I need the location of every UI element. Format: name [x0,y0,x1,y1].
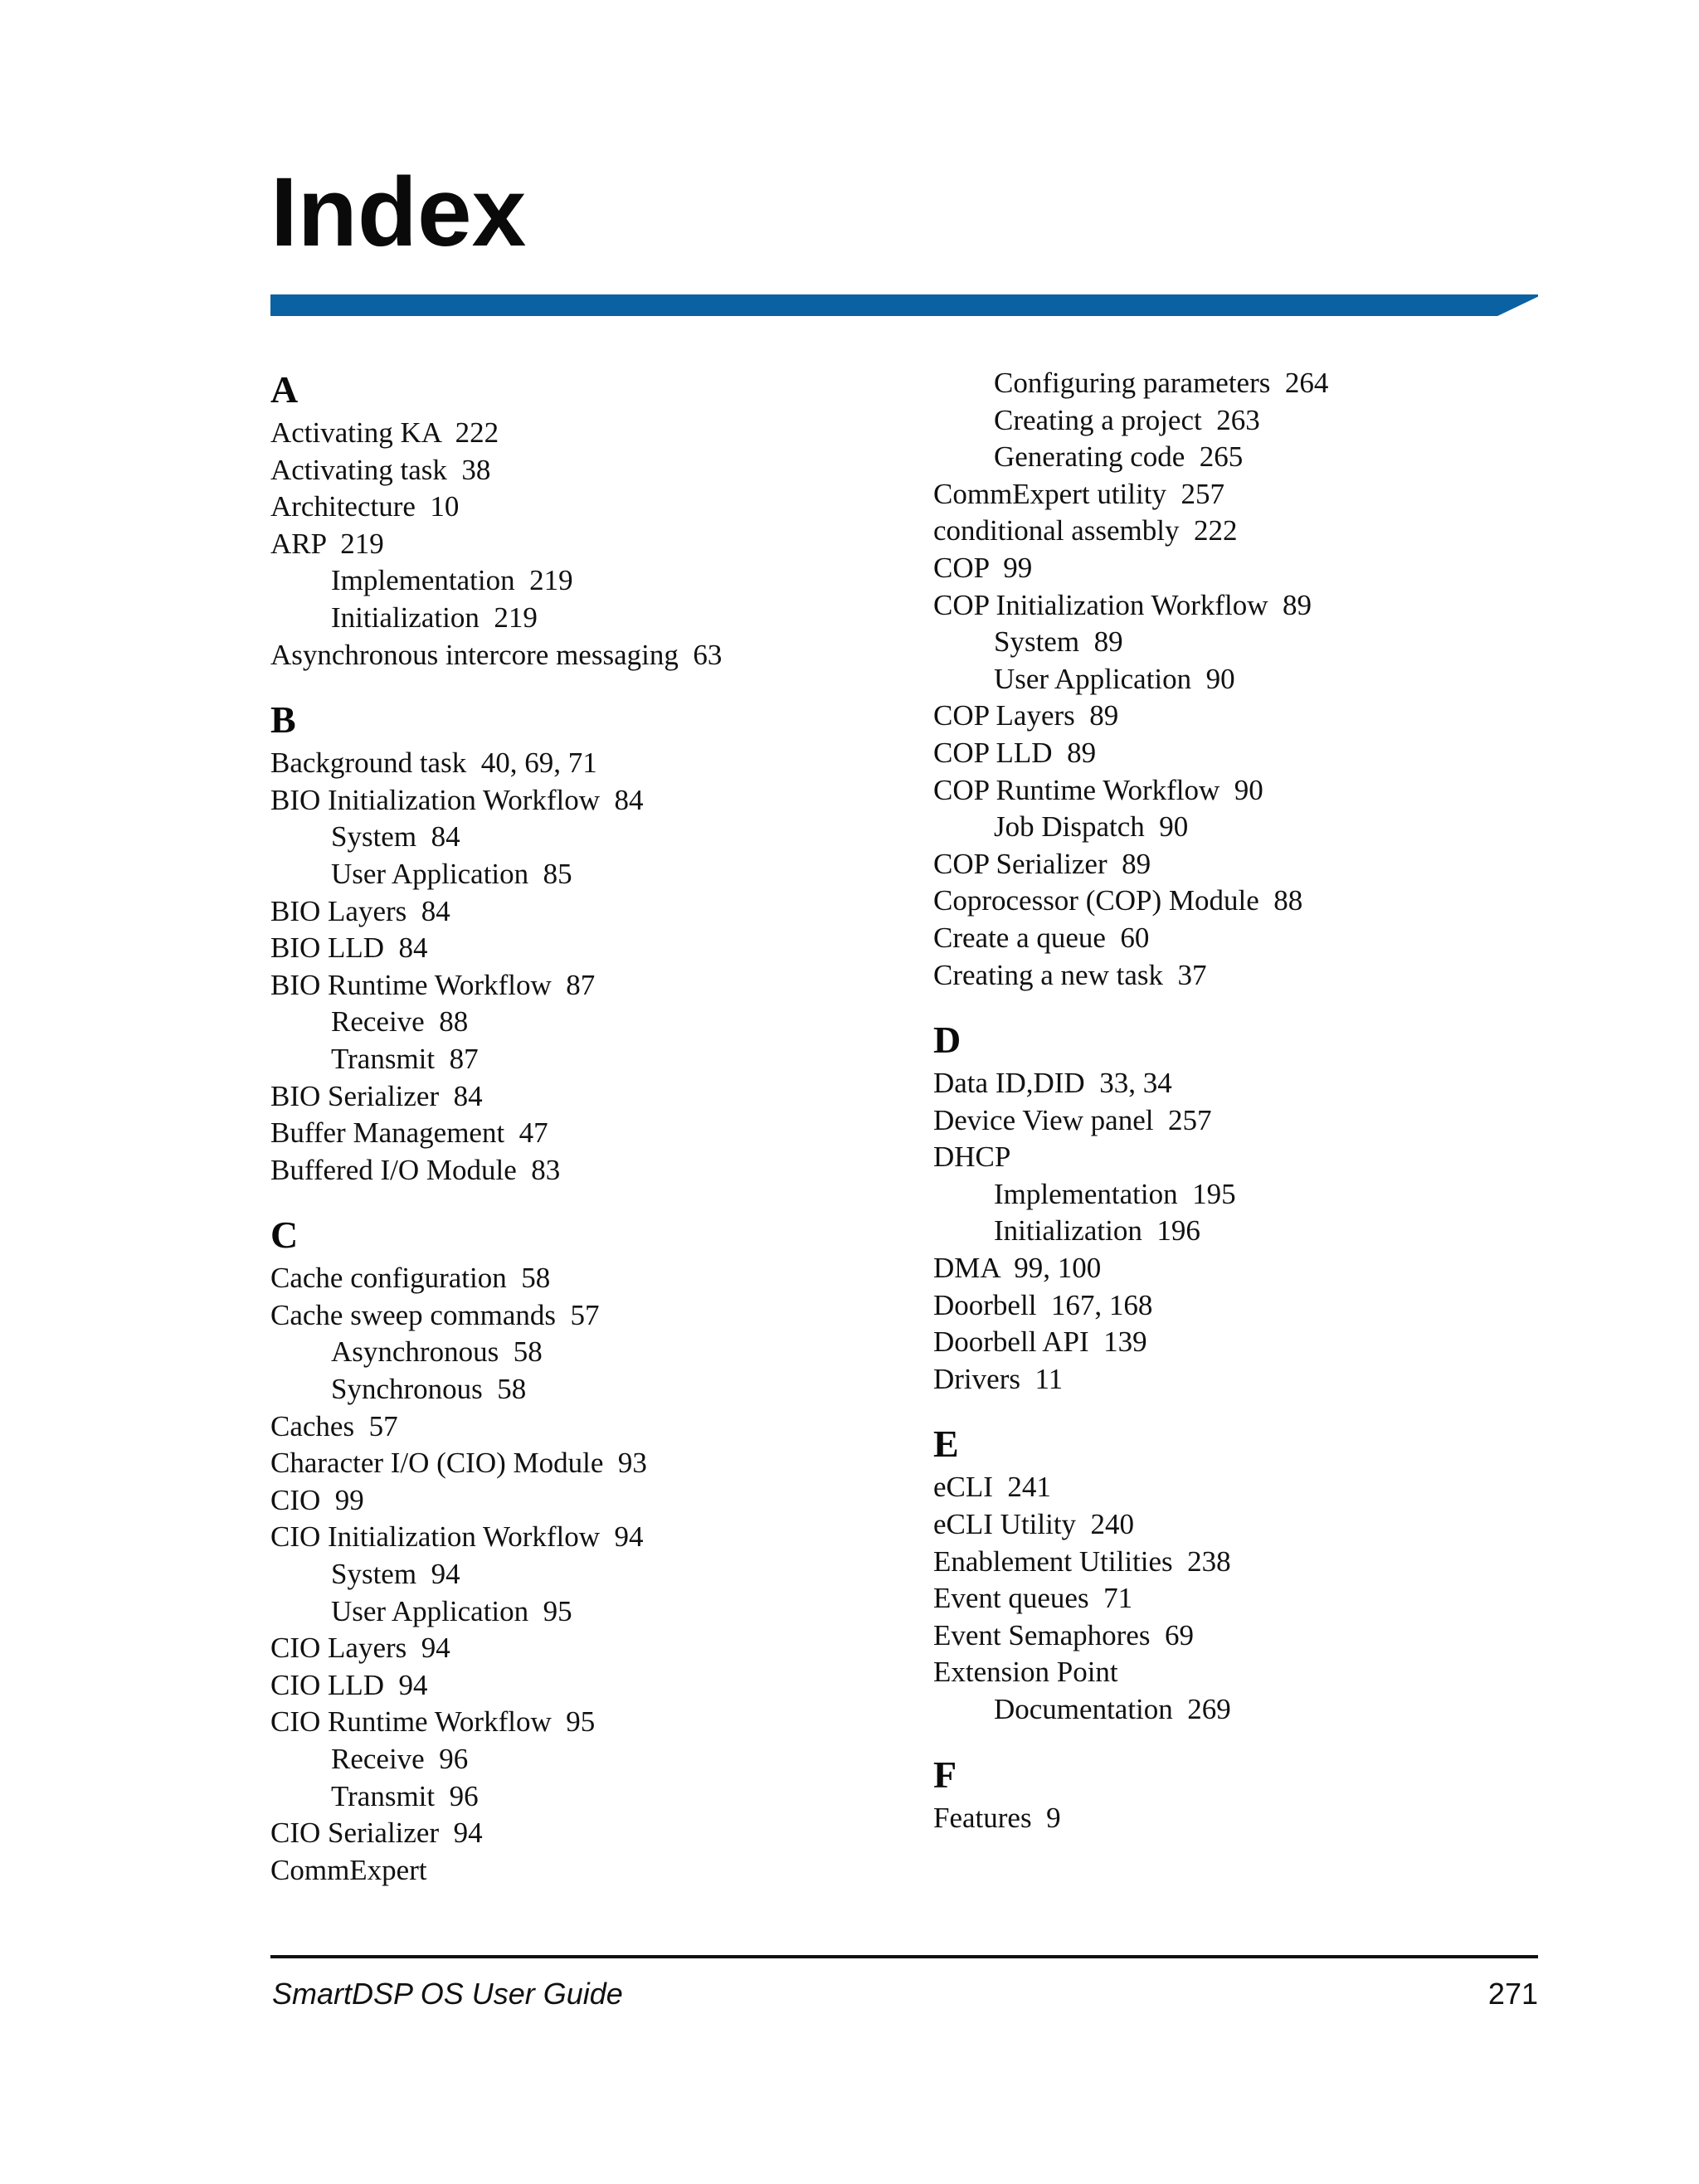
index-entry: COP Serializer 89 [933,847,1151,880]
index-entry: Character I/O (CIO) Module 93 [270,1447,647,1480]
index-entry: CIO Layers 94 [270,1632,450,1665]
index-entry: Enablement Utilities 238 [933,1544,1231,1578]
index-entry: DHCP [933,1141,1011,1174]
index-entry: ARP 219 [270,527,384,560]
index-entry: Event queues 71 [933,1582,1133,1615]
index-entry: Create a queue 60 [933,921,1150,954]
page-title: Index [270,158,527,267]
index-subentry: Creating a project 263 [994,403,1260,436]
index-entry: Features 9 [933,1801,1061,1834]
index-entry: Background task 40, 69, 71 [270,747,597,780]
index-entry: eCLI Utility 240 [933,1508,1135,1541]
index-entry: Architecture 10 [270,490,460,523]
index-subentry: System 94 [331,1558,460,1591]
index-entry: DMA 99, 100 [933,1252,1102,1285]
index-entry: BIO Layers 84 [270,894,450,927]
index-entry: Doorbell 167, 168 [933,1288,1153,1321]
index-section [270,1210,901,1889]
index-entry: Activating task 38 [270,453,491,486]
index-section [933,1750,1580,1837]
section-letter: B [270,698,296,742]
index-entry: CIO LLD 94 [270,1668,428,1701]
index-section [933,365,1580,994]
index-entry: CIO Initialization Workflow 94 [270,1520,644,1554]
index-entry: Buffer Management 47 [270,1116,548,1150]
index-entry: conditional assembly 222 [933,514,1238,547]
index-entry: CIO 99 [270,1483,364,1516]
index-entry: CIO Serializer 94 [270,1817,483,1850]
index-subentry: Receive 88 [331,1005,469,1038]
index-entry: Event Semaphores 69 [933,1618,1194,1651]
index-entry: CIO Runtime Workflow 95 [270,1705,596,1739]
index-subentry: Transmit 96 [331,1779,479,1812]
section-letter: F [933,1753,957,1796]
index-subentry: Transmit 87 [331,1042,479,1075]
index-entry: Buffered I/O Module 83 [270,1153,561,1186]
index-section [270,365,901,674]
footer-title: SmartDSP OS User Guide [272,1977,623,2011]
index-entry: CommExpert [270,1853,427,1886]
index-subentry: Generating code 265 [994,440,1244,474]
footer-rule [270,1955,1538,1958]
index-entry: COP 99 [933,551,1033,584]
index-subentry: Receive 96 [331,1743,469,1775]
index-entry: Data ID,DID 33, 34 [933,1067,1172,1100]
index-entry: COP Layers 89 [933,699,1119,732]
index-column-left [270,365,901,1910]
section-letter: A [270,368,299,411]
index-subentry: Job Dispatch 90 [994,810,1189,844]
index-subentry: System 89 [994,625,1123,659]
index-entry: Caches 57 [270,1409,398,1442]
index-entry: Asynchronous intercore messaging 63 [270,638,723,671]
index-subentry: Configuring parameters 264 [994,367,1329,399]
index-subentry: Synchronous 58 [331,1373,527,1406]
index-entry: Activating KA 222 [270,416,499,449]
section-letter: E [933,1423,959,1466]
index-entry: Coprocessor (COP) Module 88 [933,884,1303,917]
index-subentry: Initialization 219 [331,601,538,634]
section-letter: D [933,1019,961,1062]
index-entry: BIO LLD 84 [270,931,428,965]
index-subentry: User Application 90 [994,662,1235,695]
index-entry: COP Initialization Workflow 89 [933,588,1312,621]
index-entry: Drivers 11 [933,1362,1064,1395]
index-entry: BIO Initialization Workflow 84 [270,783,644,816]
index-section [933,1015,1580,1398]
index-entry: Doorbell API 139 [933,1325,1147,1359]
index-subentry: User Application 85 [331,857,572,890]
index-subentry: Implementation 219 [331,564,573,597]
index-entry: COP LLD 89 [933,736,1097,769]
index-entry: eCLI 241 [933,1471,1051,1504]
index-entry: Cache sweep commands 57 [270,1298,600,1331]
index-entry: Creating a new task 37 [933,958,1207,991]
index-entry: BIO Serializer 84 [270,1079,483,1112]
index-subentry: User Application 95 [331,1594,572,1627]
index-subentry: Asynchronous 58 [331,1335,543,1369]
page-number: 271 [1487,1977,1538,2011]
index-subentry: Implementation 195 [994,1177,1236,1210]
index-entry: Cache configuration 58 [270,1262,551,1295]
index-section [933,1419,1580,1728]
index-entry: Extension Point [933,1656,1118,1689]
index-subentry: System 84 [331,820,460,854]
index-subentry: Documentation 269 [994,1693,1231,1725]
section-letter: C [270,1214,299,1257]
index-subentry: Initialization 196 [994,1214,1200,1248]
index-entry: COP Runtime Workflow 90 [933,773,1263,806]
title-rule [270,294,1538,316]
index-entry: BIO Runtime Workflow 87 [270,968,596,1001]
index-section [270,695,901,1189]
index-entry: CommExpert utility 257 [933,477,1224,510]
index-entry: Device View panel 257 [933,1103,1212,1136]
index-column-right [933,365,1580,1858]
